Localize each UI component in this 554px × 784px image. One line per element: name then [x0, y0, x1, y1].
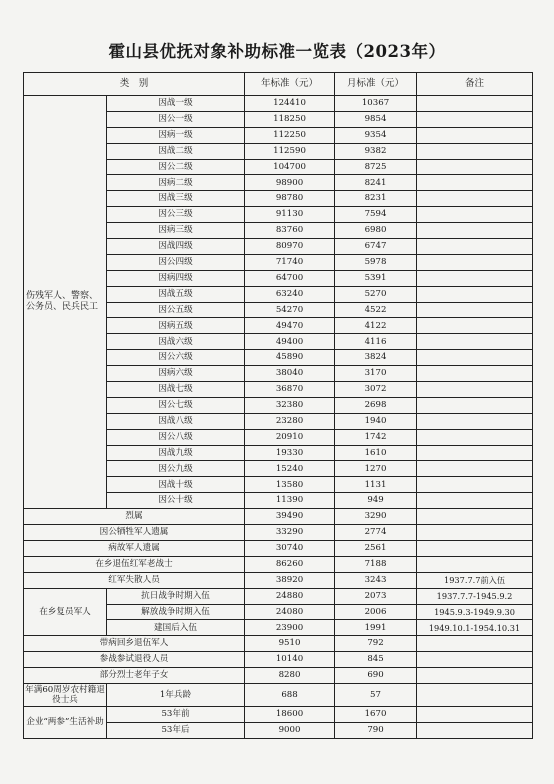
note-cell: 1949.10.1-1954.10.31 — [417, 620, 533, 636]
monthly-value: 1131 — [335, 477, 417, 493]
monthly-value: 7188 — [335, 556, 417, 572]
table-row — [24, 683, 533, 706]
disability-level: 因公六级 — [107, 350, 245, 366]
note-cell — [417, 477, 533, 493]
annual-value: 10140 — [245, 652, 335, 668]
monthly-value: 5391 — [335, 270, 417, 286]
disability-level: 因公五级 — [107, 302, 245, 318]
note-cell — [417, 683, 533, 706]
note-cell — [417, 191, 533, 207]
table-row — [24, 652, 533, 668]
annual-value: 38040 — [245, 366, 335, 382]
monthly-value: 4116 — [335, 334, 417, 350]
note-cell — [417, 239, 533, 255]
category-label: 带病回乡退伍军人 — [24, 636, 245, 652]
annual-value: 20910 — [245, 429, 335, 445]
category-label: 在乡退伍红军老战士 — [24, 556, 245, 572]
annual-value: 19330 — [245, 445, 335, 461]
annual-value: 13580 — [245, 477, 335, 493]
category-label: 因公牺牲军人遗属 — [24, 525, 245, 541]
monthly-value: 8725 — [335, 159, 417, 175]
note-cell — [417, 127, 533, 143]
annual-value: 15240 — [245, 461, 335, 477]
disability-level: 因公一级 — [107, 111, 245, 127]
category-label: 烈属 — [24, 509, 245, 525]
monthly-value: 2006 — [335, 604, 417, 620]
disability-level: 因病一级 — [107, 127, 245, 143]
disability-level: 因战四级 — [107, 239, 245, 255]
note-cell — [417, 413, 533, 429]
monthly-value: 2698 — [335, 397, 417, 413]
disability-level: 因公二级 — [107, 159, 245, 175]
annual-value: 64700 — [245, 270, 335, 286]
annual-value: 9000 — [245, 722, 335, 738]
monthly-value: 4522 — [335, 302, 417, 318]
note-cell — [417, 429, 533, 445]
annual-value: 39490 — [245, 509, 335, 525]
monthly-value: 3824 — [335, 350, 417, 366]
annual-value: 118250 — [245, 111, 335, 127]
note-cell — [417, 636, 533, 652]
disability-level: 因公七级 — [107, 397, 245, 413]
note-cell — [417, 159, 533, 175]
monthly-value: 9854 — [335, 111, 417, 127]
monthly-value: 1940 — [335, 413, 417, 429]
monthly-value: 1670 — [335, 706, 417, 722]
note-cell: 1937.7.7前入伍 — [417, 572, 533, 588]
monthly-value: 9382 — [335, 143, 417, 159]
note-cell — [417, 493, 533, 509]
disability-level: 因病六级 — [107, 366, 245, 382]
disability-level: 因战一级 — [107, 96, 245, 112]
annual-value: 54270 — [245, 302, 335, 318]
table-row — [24, 636, 533, 652]
disability-level: 因病二级 — [107, 175, 245, 191]
annual-value: 83760 — [245, 223, 335, 239]
annual-value: 18600 — [245, 706, 335, 722]
note-cell — [417, 382, 533, 398]
disability-level: 因战七级 — [107, 382, 245, 398]
subcategory-label: 53年后 — [107, 722, 245, 738]
monthly-value: 57 — [335, 683, 417, 706]
annual-value: 86260 — [245, 556, 335, 572]
note-cell — [417, 445, 533, 461]
disability-level: 因战八级 — [107, 413, 245, 429]
subcategory-label: 53年前 — [107, 706, 245, 722]
annual-value: 80970 — [245, 239, 335, 255]
table-row — [24, 525, 533, 541]
subcategory-label: 解放战争时期入伍 — [107, 604, 245, 620]
annual-value: 36870 — [245, 382, 335, 398]
disability-level: 因公三级 — [107, 207, 245, 223]
monthly-value: 3290 — [335, 509, 417, 525]
category-label: 病故军人遗属 — [24, 540, 245, 556]
table-row — [24, 540, 533, 556]
category-label: 参战参试退役人员 — [24, 652, 245, 668]
annual-value: 38920 — [245, 572, 335, 588]
monthly-value: 5978 — [335, 254, 417, 270]
annual-value: 33290 — [245, 525, 335, 541]
disability-level: 因病五级 — [107, 318, 245, 334]
disability-level: 因战九级 — [107, 445, 245, 461]
annual-value: 30740 — [245, 540, 335, 556]
monthly-value: 690 — [335, 668, 417, 684]
annual-value: 98780 — [245, 191, 335, 207]
monthly-value: 3243 — [335, 572, 417, 588]
note-cell — [417, 286, 533, 302]
disability-level: 因病四级 — [107, 270, 245, 286]
annual-value: 24080 — [245, 604, 335, 620]
annual-value: 49470 — [245, 318, 335, 334]
note-cell — [417, 509, 533, 525]
disability-level: 因战六级 — [107, 334, 245, 350]
monthly-value: 949 — [335, 493, 417, 509]
annual-value: 124410 — [245, 96, 335, 112]
disability-level: 因公四级 — [107, 254, 245, 270]
table-row — [24, 588, 533, 604]
note-cell — [417, 334, 533, 350]
monthly-value: 845 — [335, 652, 417, 668]
subsidy-table — [23, 72, 533, 739]
note-cell: 1945.9.3-1949.9.30 — [417, 604, 533, 620]
disability-level: 因公十级 — [107, 493, 245, 509]
table-row — [24, 96, 533, 112]
annual-value: 688 — [245, 683, 335, 706]
disability-level: 因病三级 — [107, 223, 245, 239]
annual-value: 104700 — [245, 159, 335, 175]
monthly-value: 6980 — [335, 223, 417, 239]
note-cell — [417, 302, 533, 318]
annual-value: 49400 — [245, 334, 335, 350]
monthly-value: 4122 — [335, 318, 417, 334]
monthly-value: 1991 — [335, 620, 417, 636]
note-cell — [417, 254, 533, 270]
table-row — [24, 509, 533, 525]
disability-level: 因公八级 — [107, 429, 245, 445]
table-header-row — [24, 73, 533, 96]
annual-value: 8280 — [245, 668, 335, 684]
note-cell — [417, 207, 533, 223]
note-cell — [417, 350, 533, 366]
subcategory-label: 建国后入伍 — [107, 620, 245, 636]
annual-value: 91130 — [245, 207, 335, 223]
annual-value: 32380 — [245, 397, 335, 413]
monthly-value: 7594 — [335, 207, 417, 223]
table-row — [24, 668, 533, 684]
annual-value: 11390 — [245, 493, 335, 509]
category-label: 部分烈士老年子女 — [24, 668, 245, 684]
monthly-value: 6747 — [335, 239, 417, 255]
annual-value: 23900 — [245, 620, 335, 636]
annual-value: 98900 — [245, 175, 335, 191]
annual-value: 71740 — [245, 254, 335, 270]
monthly-value: 2774 — [335, 525, 417, 541]
note-cell — [417, 652, 533, 668]
annual-value: 9510 — [245, 636, 335, 652]
note-cell — [417, 722, 533, 738]
header-monthly: 月标准（元） — [335, 73, 417, 96]
monthly-value: 2561 — [335, 540, 417, 556]
note-cell — [417, 525, 533, 541]
disability-level: 因战五级 — [107, 286, 245, 302]
note-cell — [417, 143, 533, 159]
group-label-enterprise: 企业“两参”生活补助 — [24, 706, 107, 738]
monthly-value: 8241 — [335, 175, 417, 191]
note-cell — [417, 706, 533, 722]
note-cell — [417, 366, 533, 382]
note-cell: 1937.7.7-1945.9.2 — [417, 588, 533, 604]
header-annual: 年标准（元） — [245, 73, 335, 96]
table-row — [24, 556, 533, 572]
disability-level: 因战十级 — [107, 477, 245, 493]
group-label-rural: 年满60周岁农村籍退役士兵 — [25, 684, 105, 705]
monthly-value: 2073 — [335, 588, 417, 604]
disability-level: 因战三级 — [107, 191, 245, 207]
table-row — [24, 706, 533, 722]
note-cell — [417, 175, 533, 191]
monthly-value: 1270 — [335, 461, 417, 477]
monthly-value: 1742 — [335, 429, 417, 445]
annual-value: 63240 — [245, 286, 335, 302]
note-cell — [417, 318, 533, 334]
monthly-value: 3170 — [335, 366, 417, 382]
group-label-disabled: 伤残军人、警察、公务员、民兵民工 — [24, 96, 107, 509]
annual-value: 112590 — [245, 143, 335, 159]
header-category: 类 别 — [24, 73, 245, 96]
note-cell — [417, 461, 533, 477]
note-cell — [417, 668, 533, 684]
monthly-value: 3072 — [335, 382, 417, 398]
disability-level: 因战二级 — [107, 143, 245, 159]
monthly-value: 9354 — [335, 127, 417, 143]
page-title: 霍山县优抚对象补助标准一览表（2023年） — [108, 42, 446, 61]
header-note: 备注 — [417, 73, 533, 96]
annual-value: 45890 — [245, 350, 335, 366]
category-label: 红军失散人员 — [24, 572, 245, 588]
monthly-value: 10367 — [335, 96, 417, 112]
note-cell — [417, 540, 533, 556]
disability-level: 因公九级 — [107, 461, 245, 477]
annual-value: 112250 — [245, 127, 335, 143]
note-cell — [417, 270, 533, 286]
monthly-value: 790 — [335, 722, 417, 738]
note-cell — [417, 96, 533, 112]
monthly-value: 5270 — [335, 286, 417, 302]
note-cell — [417, 111, 533, 127]
group-label-veterans: 在乡复员军人 — [24, 588, 107, 636]
annual-value: 23280 — [245, 413, 335, 429]
subcategory-label: 1年兵龄 — [107, 683, 245, 706]
note-cell — [417, 223, 533, 239]
subcategory-label: 抗日战争时期入伍 — [107, 588, 245, 604]
monthly-value: 792 — [335, 636, 417, 652]
monthly-value: 8231 — [335, 191, 417, 207]
note-cell — [417, 397, 533, 413]
monthly-value: 1610 — [335, 445, 417, 461]
annual-value: 24880 — [245, 588, 335, 604]
table-row — [24, 572, 533, 588]
note-cell — [417, 556, 533, 572]
